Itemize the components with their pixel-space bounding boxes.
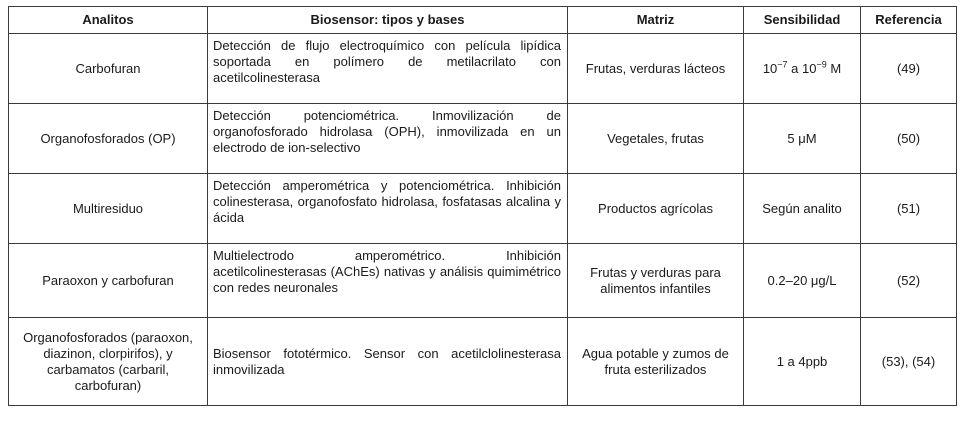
cell-analito: Multiresiduo [9, 174, 208, 244]
cell-biosensor: Detección amperométrica y potenciométrica. Inhibición colinesterasa, organofosfato hidrolasa, fosfatasas alcalina y ácida [208, 174, 568, 244]
cell-biosensor: Detección potenciométrica. Inmovilización de organofosforado hidrolasa (OPH), inmovilizada en un electrodo de ion-selectivo [208, 104, 568, 174]
cell-referencia: (53), (54) [861, 318, 957, 406]
biosensor-table [8, 6, 957, 406]
cell-sensibilidad: 1 a 4ppb [744, 318, 861, 406]
cell-analito: Paraoxon y carbofuran [9, 244, 208, 318]
cell-biosensor: Detección de flujo electroquímico con película lipídica soportada en polímero de metilacrilato con acetilcolinesterasa [208, 34, 568, 104]
table-row [9, 34, 957, 104]
cell-analito: Organofosforados (paraoxon, diazinon, clorpirifos), y carbamatos (carbaril, carbofuran) [9, 318, 208, 406]
cell-sensibilidad: Según analito [744, 174, 861, 244]
header-analitos: Analitos [9, 7, 208, 34]
cell-referencia: (51) [861, 174, 957, 244]
sens-exponent-2: −9 [816, 59, 827, 70]
sens-mid: a 10 [787, 60, 817, 76]
table-container [8, 6, 957, 406]
header-matriz: Matriz [568, 7, 744, 34]
cell-matriz: Productos agrícolas [568, 174, 744, 244]
sens-base: 10 [762, 60, 778, 76]
header-referencia: Referencia [861, 7, 957, 34]
cell-sensibilidad [744, 34, 861, 104]
matriz-text: Frutas, verduras lácteos [585, 60, 726, 76]
table-row [9, 104, 957, 174]
header-row [9, 7, 957, 34]
header-biosensor: Biosensor: tipos y bases [208, 7, 568, 34]
cell-referencia: (52) [861, 244, 957, 318]
header-sensibilidad: Sensibilidad [744, 7, 861, 34]
cell-analito: Organofosforados (OP) [9, 104, 208, 174]
cell-matriz: Agua potable y zumos de fruta esterilizados [568, 318, 744, 406]
cell-matriz: Frutas y verduras para alimentos infantiles [568, 244, 744, 318]
cell-matriz: Vegetales, frutas [568, 104, 744, 174]
cell-biosensor: Multielectrodo amperométrico. Inhibición acetilcolinesterasas (AChEs) nativas y análisis quimimétrico con redes neuronales [208, 244, 568, 318]
sens-unit: M [826, 60, 842, 76]
cell-biosensor: Biosensor fototérmico. Sensor con acetilclolinesterasa inmovilizada [208, 318, 568, 406]
cell-referencia: (50) [861, 104, 957, 174]
table-row [9, 244, 957, 318]
cell-sensibilidad: 5 μM [744, 104, 861, 174]
sens-exponent-1: −7 [777, 59, 788, 70]
cell-matriz [568, 34, 744, 104]
cell-analito: Carbofuran [9, 34, 208, 104]
cell-sensibilidad: 0.2–20 μg/L [744, 244, 861, 318]
table-row [9, 318, 957, 406]
table-row [9, 174, 957, 244]
cell-referencia: (49) [861, 34, 957, 104]
